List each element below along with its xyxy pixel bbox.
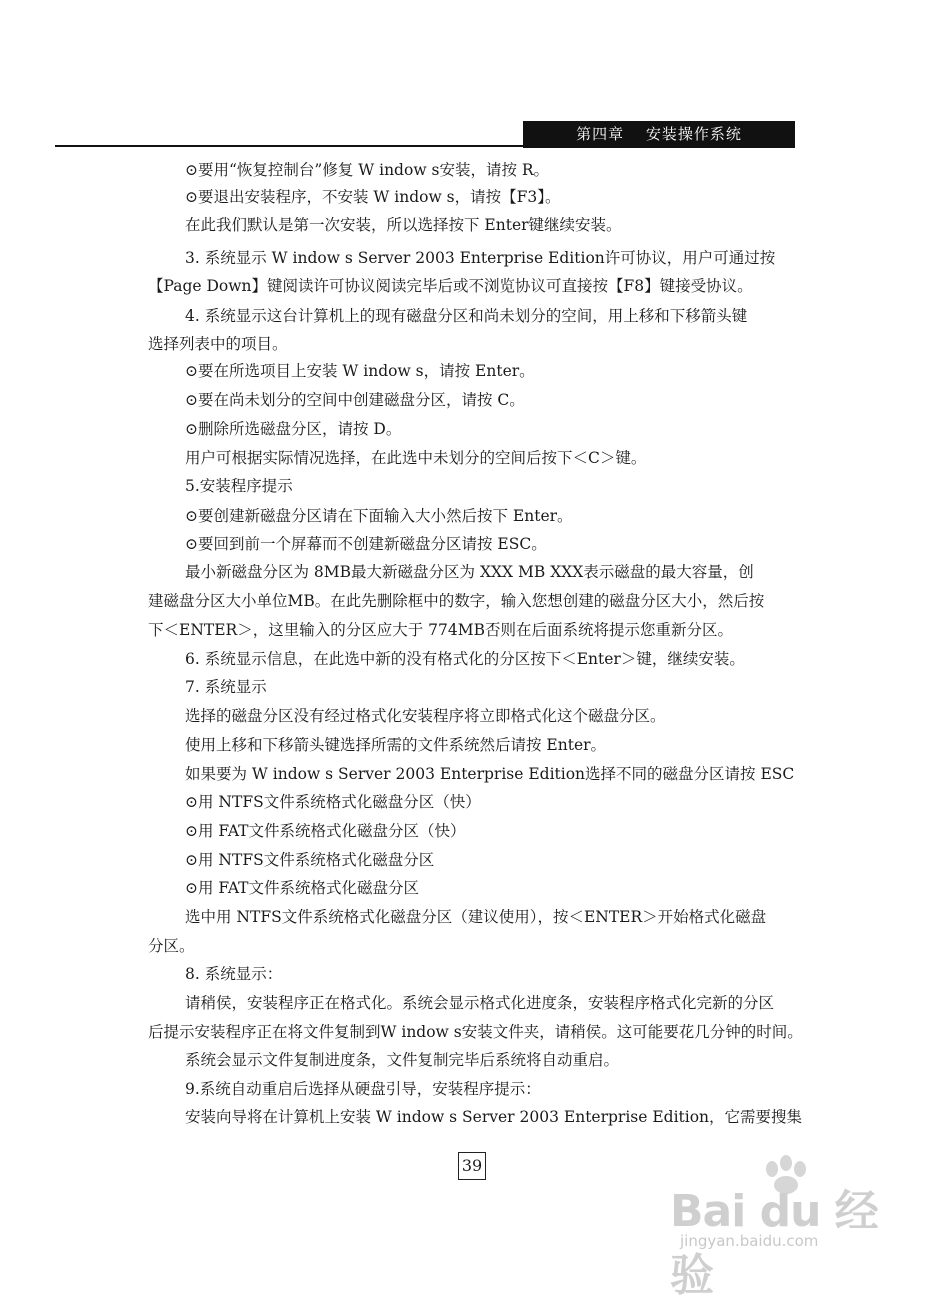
text-line: 选中用 NTFS文件系统格式化磁盘分区（建议使用），按＜ENTER＞开始格式化磁盘: [185, 908, 767, 926]
text-line: 在此我们默认是第一次安装，所以选择按下 Enter键继续安装。: [185, 216, 622, 234]
baidu-watermark: [670, 1165, 920, 1301]
text-line: 请稍侯，安装程序正在格式化。系统会显示格式化进度条，安装程序格式化完新的分区: [185, 994, 775, 1012]
text-line: 6. 系统显示信息，在此选中新的没有格式化的分区按下＜Enter＞键，继续安装。: [185, 650, 745, 668]
text-line: 3. 系统显示 W indow s Server 2003 Enterprise Edition许可协议，用户可通过按: [185, 249, 776, 267]
text-line: 下＜ENTER＞，这里输入的分区应大于 774MB否则在后面系统将提示您重新分区。: [148, 621, 733, 639]
text-line: ⊙要在所选项目上安装 W indow s，请按 Enter。: [185, 362, 535, 380]
text-line: 如果要为 W indow s Server 2003 Enterprise Edition选择不同的磁盘分区请按 ESC: [185, 765, 795, 783]
text-line: 9.系统自动重启后选择从硬盘引导，安装程序提示：: [185, 1080, 541, 1098]
text-line: 【Page Down】键阅读许可协议阅读完毕后或不浏览协议可直接按【F8】键接受协议。: [148, 277, 753, 295]
text-line: 选择列表中的项目。: [148, 335, 288, 353]
text-line: ⊙删除所选磁盘分区，请按 D。: [185, 420, 402, 438]
text-line: ⊙要回到前一个屏幕而不创建新磁盘分区请按 ESC。: [185, 535, 547, 553]
text-line: 7. 系统显示: [185, 678, 267, 696]
text-line: ⊙用 FAT文件系统格式化磁盘分区: [185, 879, 420, 897]
text-line: ⊙要用“恢复控制台”修复 W indow s安装，请按 R。: [185, 161, 550, 179]
chapter-number: 第四章: [576, 125, 625, 143]
page-number: 39: [458, 1152, 486, 1180]
text-line: 最小新磁盘分区为 8MB最大新磁盘分区为 XXX MB XXX表示磁盘的最大容量，创: [185, 563, 754, 581]
text-line: ⊙用 FAT文件系统格式化磁盘分区（快）: [185, 822, 466, 840]
text-line: 安装向导将在计算机上安装 W indow s Server 2003 Enterprise Edition，它需要搜集: [185, 1108, 803, 1126]
watermark-brand: Bai du 经验: [670, 1186, 878, 1301]
text-line: 系统会显示文件复制进度条，文件复制完毕后系统将自动重启。: [185, 1051, 620, 1069]
text-line: 分区。: [148, 937, 195, 955]
text-line: 用户可根据实际情况选择，在此选中未划分的空间后按下＜C＞键。: [185, 449, 647, 467]
text-line: ⊙要在尚未划分的空间中创建磁盘分区，请按 C。: [185, 391, 525, 409]
text-line: 后提示安装程序正在将文件复制到W indow s安装文件夹，请稍侯。这可能要花几分钟的时间。: [148, 1023, 803, 1041]
text-line: 建磁盘分区大小单位MB。在此先删除框中的数字，输入您想创建的磁盘分区大小，然后按: [148, 592, 765, 610]
text-line: ⊙用 NTFS文件系统格式化磁盘分区: [185, 851, 435, 869]
text-line: ⊙用 NTFS文件系统格式化磁盘分区（快）: [185, 793, 481, 811]
chapter-title: 安装操作系统: [645, 125, 742, 143]
running-header: [523, 121, 795, 148]
text-line: 4. 系统显示这台计算机上的现有磁盘分区和尚未划分的空间，用上移和下移箭头键: [185, 307, 748, 325]
text-line: 使用上移和下移箭头键选择所需的文件系统然后请按 Enter。: [185, 736, 607, 754]
text-line: ⊙要退出安装程序，不安装 W indow s，请按【F3】。: [185, 188, 561, 206]
text-line: ⊙要创建新磁盘分区请在下面输入大小然后按下 Enter。: [185, 507, 573, 525]
watermark-url: jingyan.baidu.com: [680, 1232, 819, 1250]
text-line: 8. 系统显示：: [185, 965, 283, 983]
text-line: 选择的磁盘分区没有经过格式化安装程序将立即格式化这个磁盘分区。: [185, 707, 666, 725]
text-line: 5.安装程序提示: [185, 477, 293, 495]
